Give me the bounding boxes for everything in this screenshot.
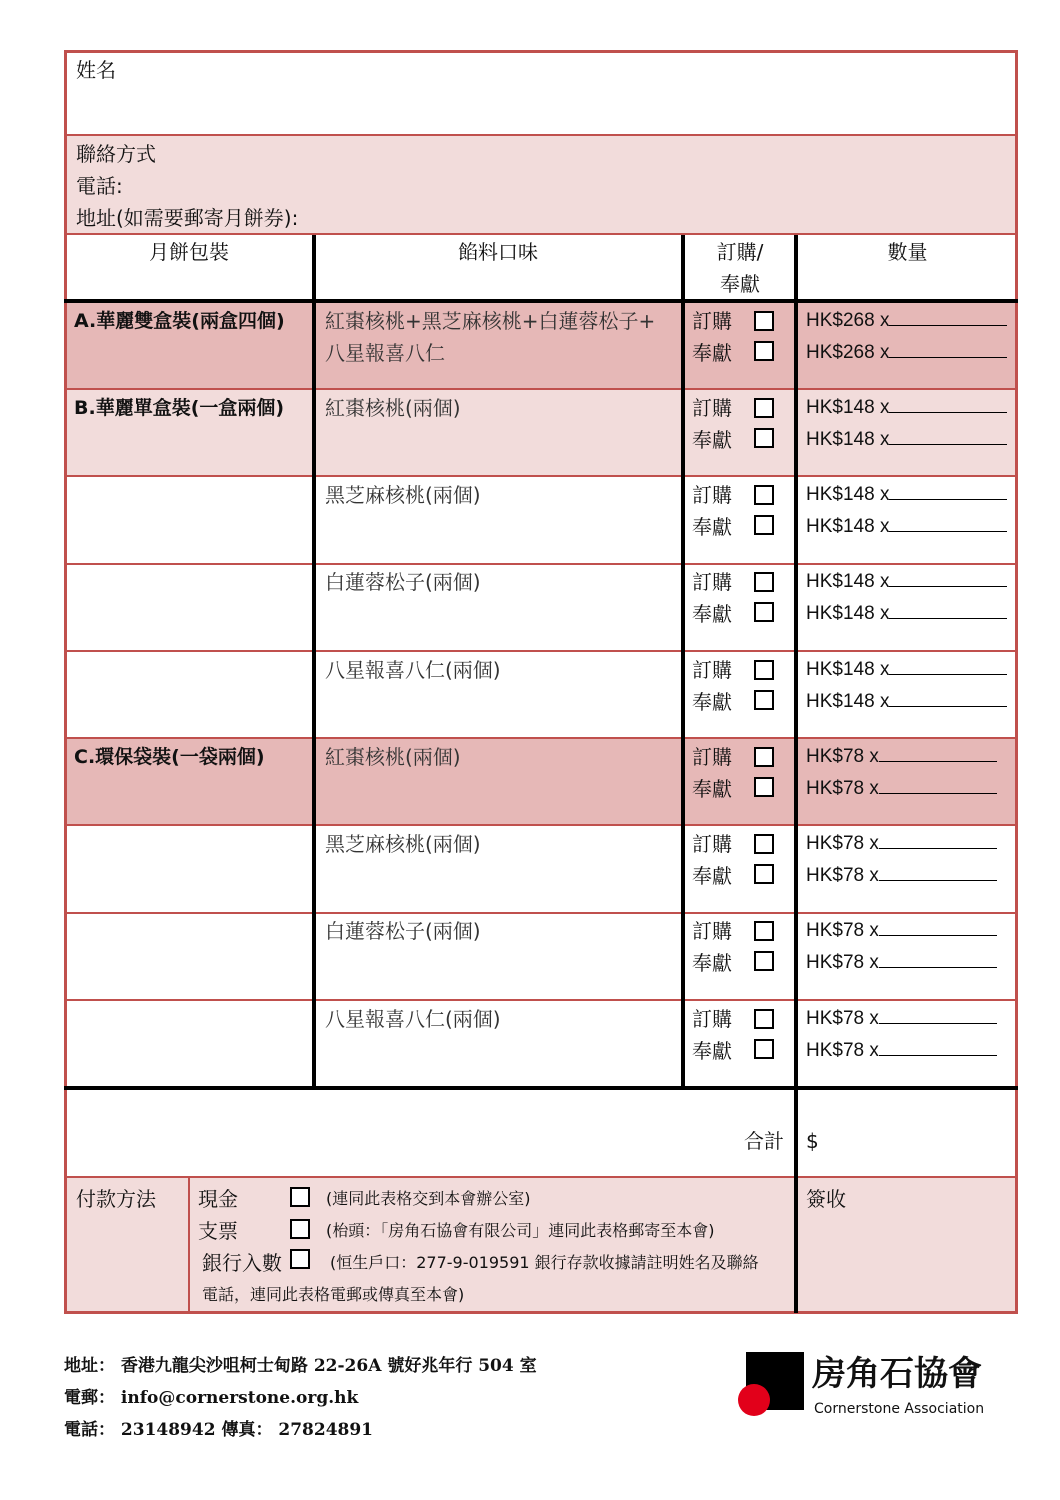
flavor-line-1: 紅棗核桃(兩個) <box>325 745 461 769</box>
flavor-line-1: 黑芝麻核桃(兩個) <box>325 483 481 507</box>
order-quantity-field[interactable] <box>806 741 997 773</box>
phone-label: 電話: <box>76 174 123 198</box>
donate-option-label: 奉獻 <box>692 428 732 452</box>
donate-checkbox[interactable] <box>754 690 774 710</box>
price-label: HK$148 x <box>806 603 890 624</box>
donate-checkbox[interactable] <box>754 515 774 535</box>
price-label: HK$78 x <box>806 833 879 854</box>
flavor-line-1: 紅棗核桃(兩個) <box>325 396 461 420</box>
order-quantity-field[interactable] <box>806 915 997 947</box>
order-checkbox[interactable] <box>754 311 774 331</box>
cheque-checkbox[interactable] <box>290 1219 310 1239</box>
package-label: A.華麗雙盒裝(兩盒四個) <box>74 310 285 332</box>
total-currency: $ <box>806 1129 819 1153</box>
order-quantity-field[interactable] <box>806 654 1007 686</box>
price-label: HK$148 x <box>806 571 890 592</box>
logo-name-zh: 房角石協會 <box>812 1354 982 1394</box>
price-label: HK$148 x <box>806 659 890 680</box>
order-option-label: 訂購 <box>692 745 732 769</box>
quantity-blank[interactable] <box>879 1035 997 1056</box>
donate-quantity-field[interactable] <box>806 1035 997 1067</box>
price-label: HK$78 x <box>806 778 879 799</box>
price-label: HK$78 x <box>806 746 879 767</box>
donate-option-label: 奉獻 <box>692 341 732 365</box>
footer-phone: 電話： 23148942 傳真： 27824891 <box>64 1420 374 1440</box>
quantity-blank[interactable] <box>879 915 997 936</box>
order-checkbox[interactable] <box>754 660 774 680</box>
flavor-line-1: 八星報喜八仁(兩個) <box>325 1007 501 1031</box>
package-label: B.華麗單盒裝(一盒兩個) <box>74 397 285 419</box>
order-quantity-field[interactable] <box>806 392 1007 424</box>
donate-checkbox[interactable] <box>754 864 774 884</box>
donate-quantity-field[interactable] <box>806 337 1007 369</box>
price-label: HK$78 x <box>806 1040 879 1061</box>
donate-option-label: 奉獻 <box>692 690 732 714</box>
price-label: HK$148 x <box>806 691 890 712</box>
order-quantity-field[interactable] <box>806 479 1007 511</box>
price-label: HK$148 x <box>806 516 890 537</box>
order-checkbox[interactable] <box>754 1009 774 1029</box>
order-option-label: 訂購 <box>692 570 732 594</box>
quantity-blank[interactable] <box>879 773 997 794</box>
donate-checkbox[interactable] <box>754 777 774 797</box>
donate-quantity-field[interactable] <box>806 947 997 979</box>
price-label: HK$78 x <box>806 865 879 886</box>
col-order-donate-1: 訂購/ <box>716 240 764 264</box>
order-option-label: 訂購 <box>692 1007 732 1031</box>
col-order-donate-2: 奉獻 <box>720 272 760 296</box>
donate-checkbox[interactable] <box>754 428 774 448</box>
donate-quantity-field[interactable] <box>806 598 1007 630</box>
price-label: HK$78 x <box>806 920 879 941</box>
order-option-label: 訂購 <box>692 919 732 943</box>
payment-label: 付款方法 <box>76 1187 156 1211</box>
price-label: HK$148 x <box>806 484 890 505</box>
donate-checkbox[interactable] <box>754 602 774 622</box>
quantity-blank[interactable] <box>879 860 997 881</box>
quantity-blank[interactable] <box>889 392 1007 413</box>
quantity-blank[interactable] <box>889 479 1007 500</box>
order-option-label: 訂購 <box>692 832 732 856</box>
flavor-line-1: 白蓮蓉松子(兩個) <box>325 570 481 594</box>
bank-note-2: 電話，連同此表格電郵或傳真至本會) <box>202 1285 465 1304</box>
price-label: HK$148 x <box>806 429 890 450</box>
price-label: HK$148 x <box>806 397 890 418</box>
flavor-line-1: 紅棗核桃+黑芝麻核桃+白蓮蓉松子+ <box>325 309 656 333</box>
order-checkbox[interactable] <box>754 834 774 854</box>
order-option-label: 訂購 <box>692 658 732 682</box>
signature-label: 簽收 <box>806 1187 846 1211</box>
quantity-blank[interactable] <box>889 305 1007 326</box>
footer-email: 電郵： info@cornerstone.org.hk <box>64 1388 359 1408</box>
flavor-line-1: 八星報喜八仁(兩個) <box>325 658 501 682</box>
donate-quantity-field[interactable] <box>806 686 1007 718</box>
order-option-label: 訂購 <box>692 396 732 420</box>
donate-checkbox[interactable] <box>754 341 774 361</box>
col-flavor: 餡料口味 <box>458 240 538 264</box>
order-checkbox[interactable] <box>754 572 774 592</box>
price-label: HK$268 x <box>806 310 890 331</box>
order-quantity-field[interactable] <box>806 305 1007 337</box>
cash-label: 現金 <box>198 1187 238 1211</box>
order-quantity-field[interactable] <box>806 1003 997 1035</box>
donate-quantity-field[interactable] <box>806 773 997 805</box>
cheque-label: 支票 <box>198 1219 238 1243</box>
donate-option-label: 奉獻 <box>692 864 732 888</box>
logo-name-en: Cornerstone Association <box>814 1401 985 1417</box>
quantity-blank[interactable] <box>889 654 1007 675</box>
logo <box>738 1350 1018 1420</box>
order-quantity-field[interactable] <box>806 566 1007 598</box>
quantity-blank[interactable] <box>889 511 1007 532</box>
quantity-blank[interactable] <box>889 424 1007 445</box>
quantity-blank[interactable] <box>889 686 1007 707</box>
donate-option-label: 奉獻 <box>692 515 732 539</box>
donate-option-label: 奉獻 <box>692 1039 732 1063</box>
cheque-note: (枱頭：「房角石協會有限公司」連同此表格郵寄至本會) <box>326 1221 715 1240</box>
cash-checkbox[interactable] <box>290 1187 310 1207</box>
donate-quantity-field[interactable] <box>806 511 1007 543</box>
order-option-label: 訂購 <box>692 483 732 507</box>
order-checkbox[interactable] <box>754 921 774 941</box>
donate-checkbox[interactable] <box>754 951 774 971</box>
price-label: HK$78 x <box>806 952 879 973</box>
donate-option-label: 奉獻 <box>692 602 732 626</box>
col-quantity: 數量 <box>887 240 928 264</box>
donate-quantity-field[interactable] <box>806 860 997 892</box>
donate-option-label: 奉獻 <box>692 777 732 801</box>
bank-note-1: (恒生戶口：277-9-019591 銀行存款收據請註明姓名及聯絡 <box>330 1253 759 1272</box>
flavor-line-1: 黑芝麻核桃(兩個) <box>325 832 481 856</box>
order-form <box>64 50 1018 1314</box>
quantity-blank[interactable] <box>889 598 1007 619</box>
flavor-line-1: 白蓮蓉松子(兩個) <box>325 919 481 943</box>
order-option-label: 訂購 <box>692 309 732 333</box>
quantity-blank[interactable] <box>879 947 997 968</box>
donate-option-label: 奉獻 <box>692 951 732 975</box>
quantity-blank[interactable] <box>879 1003 997 1024</box>
price-label: HK$268 x <box>806 342 890 363</box>
logo-mark-icon <box>738 1350 808 1418</box>
order-checkbox[interactable] <box>754 398 774 418</box>
quantity-blank[interactable] <box>889 566 1007 587</box>
price-label: HK$78 x <box>806 1008 879 1029</box>
package-label: C.環保袋裝(一袋兩個) <box>74 746 265 768</box>
bank-label: 銀行入數 <box>202 1251 282 1275</box>
donate-checkbox[interactable] <box>754 1039 774 1059</box>
footer-address: 地址： 香港九龍尖沙咀柯士甸路 22-26A 號好兆年行 504 室 <box>64 1356 537 1376</box>
quantity-blank[interactable] <box>879 828 997 849</box>
order-checkbox[interactable] <box>754 747 774 767</box>
col-package: 月餅包裝 <box>149 240 229 264</box>
donate-quantity-field[interactable] <box>806 424 1007 456</box>
flavor-line-2: 八星報喜八仁 <box>325 341 445 365</box>
total-label: 合計 <box>744 1129 784 1153</box>
quantity-blank[interactable] <box>879 741 997 762</box>
cash-note: (連同此表格交到本會辦公室) <box>326 1189 531 1208</box>
order-checkbox[interactable] <box>754 485 774 505</box>
address-label: 地址(如需要郵寄月餅券): <box>76 206 299 230</box>
bank-checkbox[interactable] <box>290 1249 310 1269</box>
name-label: 姓名 <box>76 58 116 82</box>
order-quantity-field[interactable] <box>806 828 997 860</box>
contact-label: 聯絡方式 <box>76 142 156 166</box>
quantity-blank[interactable] <box>889 337 1007 358</box>
